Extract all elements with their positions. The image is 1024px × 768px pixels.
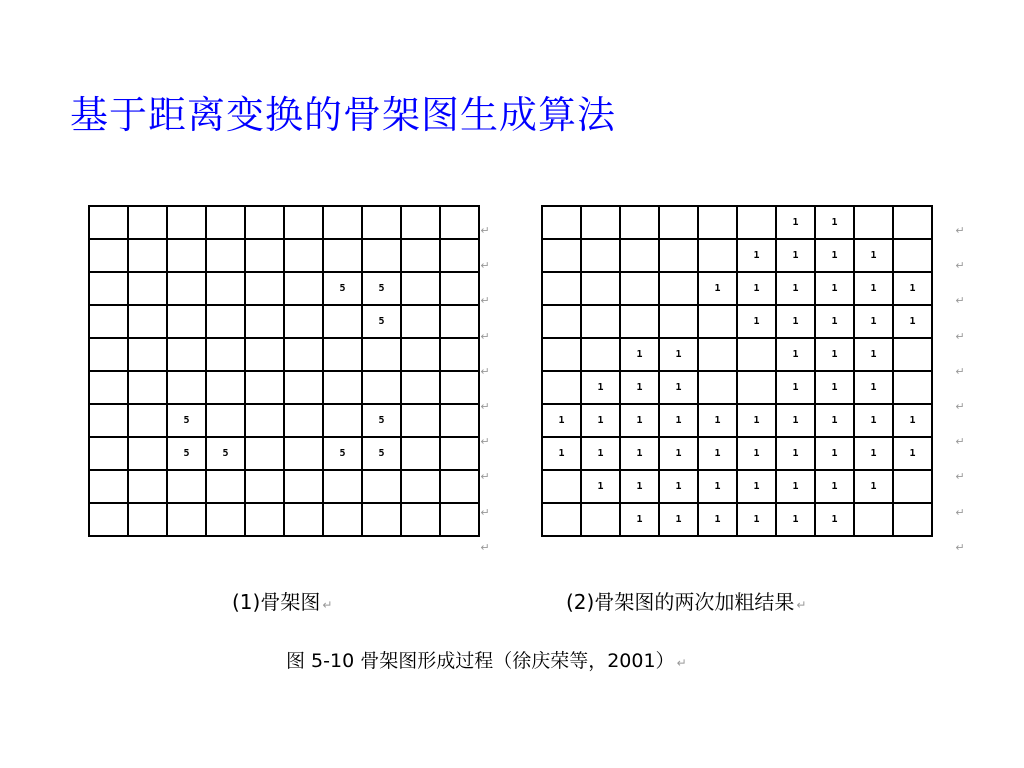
grid-cell: 1	[737, 437, 776, 470]
grid-cell	[542, 371, 581, 404]
grid-cell	[440, 503, 479, 536]
grid-cell	[323, 404, 362, 437]
grid-cell: 1	[659, 404, 698, 437]
grid-row	[542, 338, 932, 371]
grid-cell: 5	[206, 437, 245, 470]
grid-cell	[206, 404, 245, 437]
grid-cell	[284, 206, 323, 239]
grid-cell	[128, 239, 167, 272]
grid-row	[542, 503, 932, 536]
grid-cell	[206, 503, 245, 536]
grid-cell	[698, 305, 737, 338]
grid-cell	[284, 239, 323, 272]
grid-cell	[206, 470, 245, 503]
slide-title: 基于距离变换的骨架图生成算法	[70, 93, 617, 137]
return-mark-icon: ↵	[480, 470, 490, 484]
grid-cell	[128, 272, 167, 305]
grid-cell	[362, 206, 401, 239]
grid-cell: 1	[815, 371, 854, 404]
grid-cell	[893, 338, 932, 371]
grid-cell	[620, 239, 659, 272]
grid-cell	[581, 239, 620, 272]
return-mark-icon: ↵	[955, 435, 965, 449]
grid-cell: 1	[659, 437, 698, 470]
grid-cell	[128, 338, 167, 371]
grid-cell: 1	[620, 338, 659, 371]
grid-cell	[128, 371, 167, 404]
grid-row	[89, 437, 479, 470]
grid-row	[542, 371, 932, 404]
grid-cell	[581, 272, 620, 305]
grid-cell	[893, 206, 932, 239]
grid-cell: 1	[815, 470, 854, 503]
return-mark-icon: ↵	[955, 400, 965, 413]
grid-cell: 1	[776, 470, 815, 503]
grid-cell	[167, 239, 206, 272]
grid-cell	[362, 371, 401, 404]
return-mark-icon: ↵	[480, 540, 490, 554]
grid-cell: 1	[893, 404, 932, 437]
grid-row	[542, 404, 932, 437]
grid-cell	[893, 239, 932, 272]
grid-cell: 1	[854, 371, 893, 404]
grid-cell: 1	[815, 404, 854, 437]
return-mark-icon: ↵	[480, 435, 490, 449]
grid-cell: 1	[776, 371, 815, 404]
grid-cell	[245, 206, 284, 239]
grid-cell	[542, 338, 581, 371]
grid-cell: 1	[854, 404, 893, 437]
grid-cell	[581, 206, 620, 239]
grid-cell	[581, 338, 620, 371]
grid-cell: 1	[854, 305, 893, 338]
grid-cell	[206, 305, 245, 338]
grid-cell	[854, 206, 893, 239]
grid-row	[89, 239, 479, 272]
grid-row	[542, 437, 932, 470]
grid-cell	[245, 503, 284, 536]
grid-cell	[323, 371, 362, 404]
grid-cell	[323, 305, 362, 338]
left-skeleton-grid	[88, 205, 480, 537]
return-mark-icon: ↵	[480, 259, 490, 273]
grid-cell	[245, 371, 284, 404]
grid-cell	[362, 503, 401, 536]
grid-cell: 5	[323, 272, 362, 305]
grid-cell: 5	[323, 437, 362, 470]
grid-cell	[362, 338, 401, 371]
grid-cell: 1	[815, 503, 854, 536]
grid-cell: 1	[581, 404, 620, 437]
grid-cell: 5	[362, 404, 401, 437]
grid-row	[89, 404, 479, 437]
grid-cell: 1	[659, 503, 698, 536]
return-mark-icon: ↵	[480, 505, 490, 519]
right-thickened-grid	[541, 205, 933, 537]
grid-cell: 1	[737, 305, 776, 338]
grid-cell	[89, 404, 128, 437]
grid-cell	[167, 371, 206, 404]
grid-cell	[440, 338, 479, 371]
grid-cell	[440, 272, 479, 305]
grid-cell: 1	[854, 338, 893, 371]
grid-cell	[245, 404, 284, 437]
grid-cell	[401, 272, 440, 305]
grid-cell: 1	[776, 503, 815, 536]
grid-cell: 1	[815, 206, 854, 239]
grid-cell: 1	[620, 470, 659, 503]
grid-cell	[659, 206, 698, 239]
left-grid-caption	[232, 586, 332, 615]
grid-cell: 1	[698, 404, 737, 437]
grid-cell	[401, 371, 440, 404]
return-mark-icon: ↵	[955, 364, 965, 378]
grid-cell	[89, 239, 128, 272]
grid-cell	[245, 305, 284, 338]
grid-cell: 1	[542, 437, 581, 470]
grid-cell	[893, 371, 932, 404]
right-grid-caption	[566, 586, 806, 615]
grid-cell	[89, 272, 128, 305]
grid-cell	[128, 206, 167, 239]
grid-cell: 1	[893, 272, 932, 305]
figure-caption	[286, 646, 687, 673]
grid-cell: 5	[362, 437, 401, 470]
grid-cell	[206, 239, 245, 272]
grid-cell: 1	[737, 239, 776, 272]
return-mark-icon: ↵	[322, 598, 333, 612]
return-mark-icon: ↵	[676, 656, 687, 670]
grid-cell: 1	[893, 305, 932, 338]
grid-cell	[542, 503, 581, 536]
grid-cell: 1	[620, 404, 659, 437]
grid-cell	[245, 437, 284, 470]
grid-cell: 1	[620, 437, 659, 470]
grid-row	[89, 305, 479, 338]
grid-cell	[659, 272, 698, 305]
grid-cell: 1	[815, 239, 854, 272]
grid-cell	[245, 239, 284, 272]
grid-cell	[542, 305, 581, 338]
grid-cell	[440, 404, 479, 437]
left-grid-caption-text: (1)骨架图	[232, 590, 321, 614]
grid-row	[89, 206, 479, 239]
grid-cell	[401, 404, 440, 437]
grid-cell: 1	[815, 305, 854, 338]
grid-cell	[284, 338, 323, 371]
grid-cell	[323, 338, 362, 371]
grid-cell	[893, 503, 932, 536]
grid-row	[542, 470, 932, 503]
grid-cell	[440, 470, 479, 503]
grid-cell	[284, 503, 323, 536]
return-mark-icon: ↵	[955, 505, 965, 519]
grid-row	[89, 371, 479, 404]
grid-cell: 5	[167, 437, 206, 470]
return-mark-icon: ↵	[480, 400, 490, 413]
return-mark-icon: ↵	[796, 598, 807, 612]
grid-cell	[440, 437, 479, 470]
grid-cell: 1	[698, 503, 737, 536]
grid-cell	[89, 338, 128, 371]
grid-cell: 1	[620, 371, 659, 404]
grid-cell	[737, 371, 776, 404]
grid-cell	[401, 338, 440, 371]
grid-cell	[128, 404, 167, 437]
grid-cell	[698, 239, 737, 272]
grid-row	[542, 305, 932, 338]
return-mark-icon: ↵	[480, 364, 490, 378]
grid-cell	[401, 470, 440, 503]
grid-row	[89, 503, 479, 536]
grid-row	[89, 470, 479, 503]
grid-cell	[167, 305, 206, 338]
return-mark-icon: ↵	[480, 294, 490, 308]
grid-cell: 1	[659, 371, 698, 404]
grid-cell	[542, 272, 581, 305]
grid-cell: 1	[737, 470, 776, 503]
figure-caption-text: 图 5-10 骨架图形成过程（徐庆荣等，2001）	[286, 650, 675, 672]
return-mark-icon: ↵	[955, 294, 965, 308]
grid-cell	[737, 338, 776, 371]
grid-cell	[245, 272, 284, 305]
grid-cell: 1	[854, 272, 893, 305]
grid-cell: 1	[581, 470, 620, 503]
grid-cell	[893, 470, 932, 503]
grid-cell	[323, 206, 362, 239]
grid-cell: 1	[659, 338, 698, 371]
grid-cell: 1	[776, 305, 815, 338]
grid-cell	[698, 206, 737, 239]
grid-cell	[206, 338, 245, 371]
return-mark-icon: ↵	[955, 259, 965, 273]
grid-cell	[128, 470, 167, 503]
grid-cell: 1	[776, 239, 815, 272]
grid-cell	[620, 272, 659, 305]
grid-cell: 1	[737, 404, 776, 437]
grid-cell: 1	[815, 437, 854, 470]
grid-cell	[89, 503, 128, 536]
return-mark-icon: ↵	[480, 224, 490, 237]
grid-cell	[323, 503, 362, 536]
grid-cell: 1	[854, 470, 893, 503]
grid-cell	[581, 305, 620, 338]
right-grid-caption-text: (2)骨架图的两次加粗结果	[566, 590, 795, 614]
grid-cell: 1	[815, 338, 854, 371]
grid-cell	[284, 272, 323, 305]
grid-cell	[284, 371, 323, 404]
grid-cell	[581, 503, 620, 536]
grid-cell: 1	[893, 437, 932, 470]
grid-cell	[323, 470, 362, 503]
grid-cell	[284, 470, 323, 503]
grid-cell	[89, 371, 128, 404]
grid-cell	[167, 338, 206, 371]
grid-cell: 1	[737, 503, 776, 536]
grid-row	[89, 338, 479, 371]
grid-cell	[128, 437, 167, 470]
grid-row	[89, 272, 479, 305]
grid-cell: 1	[737, 272, 776, 305]
grid-cell	[440, 206, 479, 239]
grid-cell	[542, 470, 581, 503]
grid-cell: 1	[698, 437, 737, 470]
grid-cell: 1	[854, 239, 893, 272]
grid-row	[542, 272, 932, 305]
grid-cell	[440, 371, 479, 404]
grid-cell	[401, 206, 440, 239]
grid-cell	[440, 239, 479, 272]
return-mark-icon: ↵	[955, 224, 965, 237]
grid-cell: 1	[815, 272, 854, 305]
grid-cell: 5	[167, 404, 206, 437]
grid-cell	[167, 503, 206, 536]
grid-cell: 1	[581, 371, 620, 404]
grid-cell	[206, 206, 245, 239]
grid-cell	[401, 437, 440, 470]
grid-cell: 5	[362, 272, 401, 305]
grid-cell	[440, 305, 479, 338]
grid-cell	[698, 338, 737, 371]
grid-cell	[245, 470, 284, 503]
grid-cell	[167, 272, 206, 305]
grid-cell	[362, 470, 401, 503]
grid-cell	[401, 305, 440, 338]
grid-cell	[206, 371, 245, 404]
grid-cell	[89, 305, 128, 338]
grid-cell	[89, 470, 128, 503]
grid-cell	[206, 272, 245, 305]
grid-cell	[323, 239, 362, 272]
grid-cell	[737, 206, 776, 239]
return-mark-icon: ↵	[955, 470, 965, 484]
grid-cell: 1	[776, 338, 815, 371]
grid-cell: 5	[362, 305, 401, 338]
grid-cell	[89, 437, 128, 470]
grid-cell	[620, 206, 659, 239]
grid-cell	[128, 503, 167, 536]
return-mark-icon: ↵	[955, 540, 965, 554]
grid-cell: 1	[776, 272, 815, 305]
return-mark-icon: ↵	[480, 329, 490, 343]
grid-cell: 1	[776, 206, 815, 239]
grid-cell: 1	[542, 404, 581, 437]
grid-cell	[89, 206, 128, 239]
grid-cell	[542, 239, 581, 272]
grid-cell	[401, 503, 440, 536]
grid-row	[542, 206, 932, 239]
return-mark-icon: ↵	[955, 329, 965, 343]
grid-cell	[362, 239, 401, 272]
grid-cell: 1	[698, 470, 737, 503]
grid-cell	[167, 206, 206, 239]
grid-cell	[245, 338, 284, 371]
grid-cell	[542, 206, 581, 239]
grid-cell: 1	[659, 470, 698, 503]
grid-cell: 1	[776, 437, 815, 470]
grid-cell	[698, 371, 737, 404]
grid-cell: 1	[698, 272, 737, 305]
grid-cell	[659, 239, 698, 272]
grid-cell	[620, 305, 659, 338]
grid-cell	[401, 239, 440, 272]
grid-row	[542, 239, 932, 272]
grid-cell	[284, 437, 323, 470]
grid-cell: 1	[776, 404, 815, 437]
grid-cell	[659, 305, 698, 338]
grid-cell: 1	[581, 437, 620, 470]
grid-cell	[128, 305, 167, 338]
grid-cell: 1	[854, 437, 893, 470]
grid-cell	[284, 305, 323, 338]
grid-cell	[854, 503, 893, 536]
grid-cell: 1	[620, 503, 659, 536]
grid-cell	[284, 404, 323, 437]
grid-cell	[167, 470, 206, 503]
